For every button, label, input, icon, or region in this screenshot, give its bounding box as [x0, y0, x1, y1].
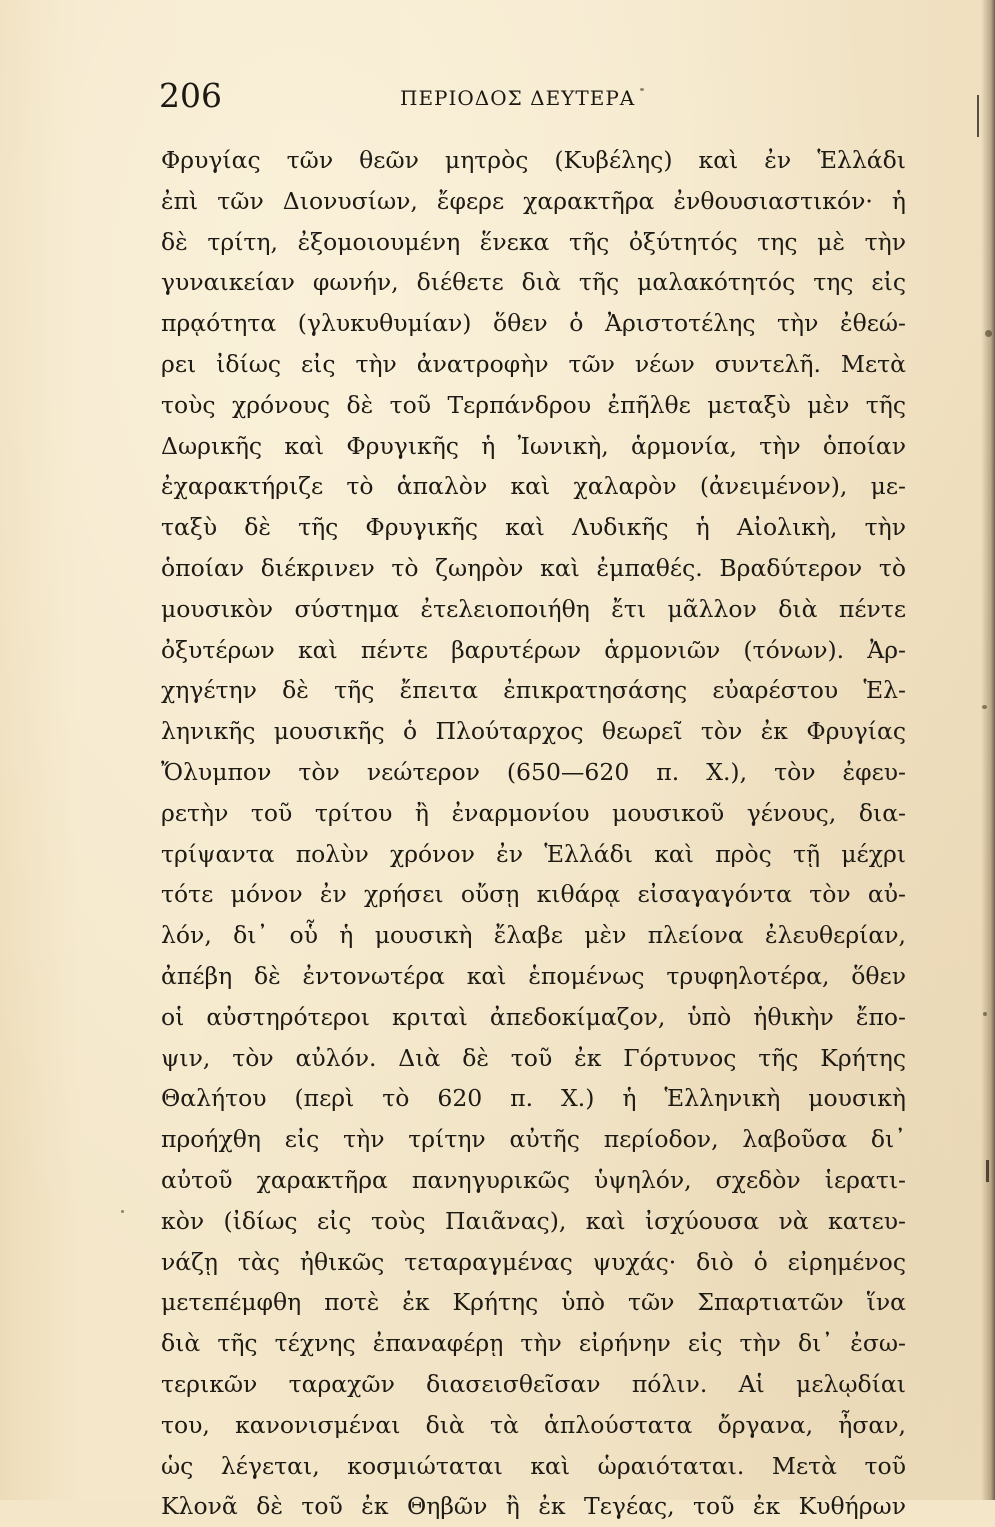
- text-line: του, κανονισμέναι διὰ τὰ ἁπλούστατα ὄργανα, ἦσαν,: [161, 1410, 906, 1439]
- margin-mark: [977, 95, 979, 137]
- text-line: τοὺς χρόνους δὲ τοῦ Τερπάνδρου ἐπῆλθε μεταξὺ μὲν τῆς: [161, 390, 906, 419]
- text-line: Φρυγίας τῶν θεῶν μητρὸς (Κυβέλης) καὶ ἐν Ἑλλάδι: [161, 146, 906, 174]
- text-line: Δωρικῆς καὶ Φρυγικῆς ἡ Ἰωνικὴ, ἁρμονία, τὴν ὁποίαν: [161, 431, 906, 460]
- text-line: ἐπὶ τῶν Διονυσίων, ἔφερε χαρακτῆρα ἐνθουσιαστικόν· ἡ: [161, 186, 906, 215]
- margin-mark: [986, 1160, 989, 1182]
- paper-speck: [985, 330, 992, 337]
- page-edge-shadow: [981, 0, 995, 1500]
- text-line: Κλονᾶ δὲ τοῦ ἐκ Θηβῶν ἢ ἐκ Τεγέας, τοῦ ἐκ Κυθήρων: [161, 1492, 906, 1521]
- text-line: δὲ τρίτη, ἐξομοιουμένη ἕνεκα τῆς ὀξύτητός της μὲ τὴν: [161, 227, 906, 256]
- text-line: μουσικὸν σύστημα ἐτελειοποιήθη ἔτι μᾶλλον διὰ πέντε: [161, 594, 906, 623]
- text-line: πρᾳότητα (γλυκυθυμίαν) ὅθεν ὁ Ἀριστοτέλης τὴν ἐθεώ-: [161, 309, 906, 338]
- text-line: τερικῶν ταραχῶν διασεισθεῖσαν πόλιν. Αἱ μελῳδίαι: [161, 1369, 906, 1398]
- text-line: ὡς λέγεται, κοσμιώταται καὶ ὡραιόταται. Μετὰ τοῦ: [161, 1451, 906, 1480]
- text-line: νάζῃ τὰς ἠθικῶς τεταραγμένας ψυχάς· διὸ ὁ εἰρημένος: [161, 1247, 906, 1276]
- text-line: μετεπέμφθη ποτὲ ἐκ Κρήτης ὑπὸ τῶν Σπαρτιατῶν ἵνα: [161, 1288, 906, 1317]
- text-line: οἱ αὐστηρότεροι κριταὶ ἀπεδοκίμαζον, ὑπὸ ἠθικὴν ἔπο-: [161, 1002, 906, 1031]
- text-line: λόν, δι᾽ οὗ ἡ μουσικὴ ἔλαβε μὲν πλείονα ἐλευθερίαν,: [161, 921, 906, 950]
- text-line: ἐχαρακτήριζε τὸ ἁπαλὸν καὶ χαλαρὸν (ἀνειμένον), με-: [161, 472, 906, 501]
- text-line: χηγέτην δὲ τῆς ἔπειτα ἐπικρατησάσης εὐαρέστου Ἑλ-: [161, 676, 906, 705]
- text-line: Θαλήτου (περὶ τὸ 620 π. Χ.) ἡ Ἑλληνικὴ μουσικὴ: [161, 1084, 906, 1113]
- text-line: αὐτοῦ χαρακτῆρα πανηγυρικῶς ὑψηλόν, σχεδὸν ἱερατι-: [161, 1165, 906, 1194]
- text-line: διὰ τῆς τέχνης ἐπαναφέρῃ τὴν εἰρήνην εἰς τὴν δι᾽ ἐσω-: [161, 1329, 906, 1358]
- running-head: ΠΕΡΙΟΔΟΣ ΔΕΥΤΕΡΑ: [400, 86, 636, 110]
- text-line: ἀπέβη δὲ ἐντονωτέρα καὶ ἑπομένως τρυφηλοτέρα, ὅθεν: [161, 961, 906, 990]
- page-header: [0, 76, 995, 126]
- page-number: 206: [159, 76, 222, 115]
- text-line: ληνικῆς μουσικῆς ὁ Πλούταρχος θεωρεῖ τὸν ἐκ Φρυγίας: [161, 717, 906, 746]
- text-line: τότε μόνον ἐν χρήσει οὔσῃ κιθάρᾳ εἰσαγαγόντα τὸν αὐ-: [161, 880, 906, 909]
- text-line: ὀξυτέρων καὶ πέντε βαρυτέρων ἁρμονιῶν (τόνων). Ἀρ-: [161, 635, 906, 664]
- text-line: ρετὴν τοῦ τρίτου ἢ ἐναρμονίου μουσικοῦ γένους, δια-: [161, 798, 906, 827]
- text-line: Ὄλυμπον τὸν νεώτερον (650—620 π. Χ.), τὸν ἐφευ-: [161, 757, 906, 786]
- paper-speck: [121, 1210, 124, 1213]
- body-text: [161, 140, 906, 1527]
- text-line: ψιν, τὸν αὐλόν. Διὰ δὲ τοῦ ἐκ Γόρτυνος τῆς Κρήτης: [161, 1043, 906, 1072]
- text-line: γυναικείαν φωνήν, διέθετε διὰ τῆς μαλακότητός της εἰς: [161, 268, 906, 297]
- text-line: ρει ἰδίως εἰς τὴν ἀνατροφὴν τῶν νέων συντελῆ. Μετὰ: [161, 349, 906, 378]
- paper-speck: [983, 1012, 987, 1016]
- paper-speck: [640, 88, 644, 91]
- text-line: ὁποίαν διέκρινεν τὸ ζωηρὸν καὶ ἐμπαθές. Βραδύτερον τὸ: [161, 553, 906, 582]
- text-line: ταξὺ δὲ τῆς Φρυγικῆς καὶ Λυδικῆς ἡ Αἰολικὴ, τὴν: [161, 513, 906, 542]
- paper-speck: [982, 705, 987, 709]
- text-line: προήχθη εἰς τὴν τρίτην αὐτῆς περίοδον, λαβοῦσα δι᾽: [161, 1125, 906, 1154]
- text-line: τρίψαντα πολὺν χρόνον ἐν Ἑλλάδι καὶ πρὸς τῇ μέχρι: [161, 839, 906, 868]
- text-line: κὸν (ἰδίως εἰς τοὺς Παιᾶνας), καὶ ἰσχύουσα νὰ κατευ-: [161, 1206, 906, 1235]
